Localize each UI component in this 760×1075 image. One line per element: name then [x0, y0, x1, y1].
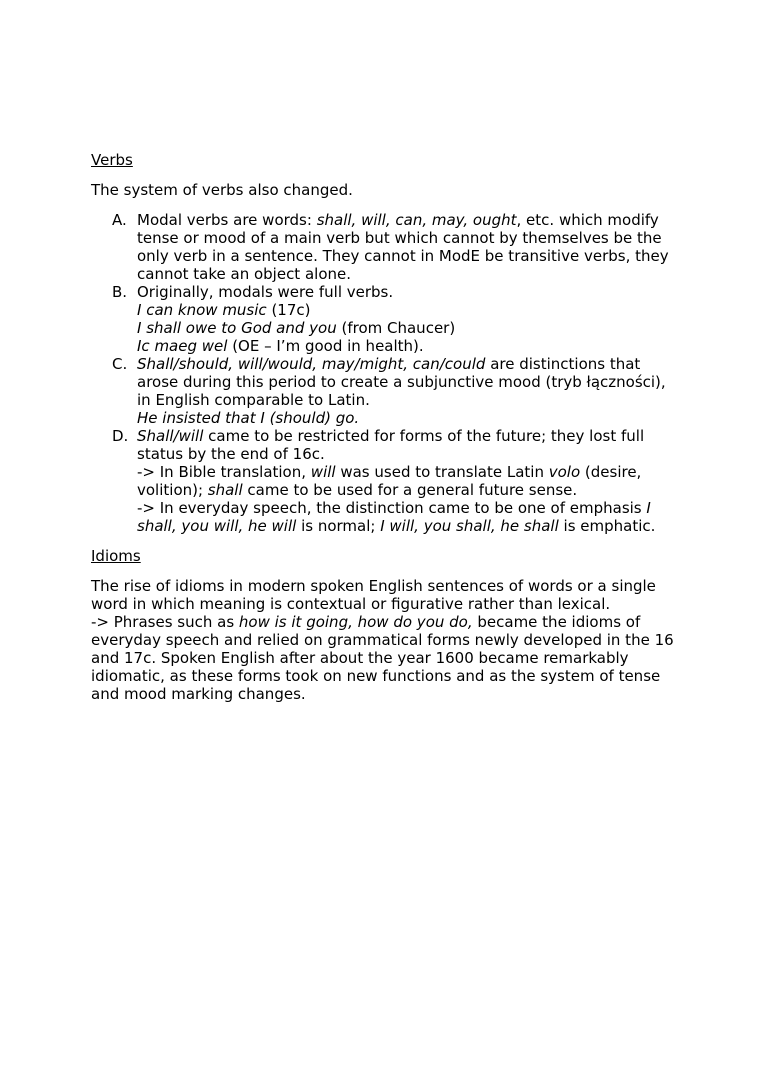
text-run: -> In Bible translation, — [137, 463, 311, 481]
italic-text: I shall, you will, he will — [137, 499, 651, 535]
text-line — [137, 301, 681, 319]
text-line — [91, 613, 681, 703]
italic-text: Shall/will — [137, 427, 204, 445]
text-line — [137, 463, 681, 499]
list-item — [91, 355, 681, 427]
text-run: , etc. which modify tense or mood of a main verb but which cannot by themselves be the only verb in a sentence. They cannot in ModE be transitive verbs, they cannot take an object alone. — [137, 211, 669, 283]
text-line — [137, 409, 681, 427]
text-line — [91, 577, 681, 613]
italic-text: I can know music — [137, 301, 267, 319]
italic-text: how is it going, how do you do, — [238, 613, 473, 631]
text-run: (OE – I’m good in health). — [227, 337, 424, 355]
list-marker: A. — [112, 211, 127, 229]
text-line — [137, 319, 681, 337]
text-run: was used to translate Latin — [335, 463, 549, 481]
idioms-heading: Idioms — [91, 547, 141, 565]
text-run: (from Chaucer) — [336, 319, 456, 337]
list-marker: C. — [112, 355, 128, 373]
italic-text: Ic maeg wel — [137, 337, 228, 355]
text-run: are distinctions that arose during this period to create a subjunctive mood (tryb łączności), in English comparable to Latin. — [137, 355, 666, 409]
verbs-list — [91, 211, 681, 535]
text-line — [137, 427, 681, 463]
italic-text: shall — [207, 481, 243, 499]
italic-text: I will, you shall, he shall — [380, 517, 559, 535]
text-run: The rise of idioms in modern spoken English sentences of words or a single word in which meaning is contextual or figurative rather than lexical. — [91, 577, 656, 613]
italic-text: I shall owe to God and you — [137, 319, 337, 337]
text-line — [137, 337, 681, 355]
text-run: Modal verbs are words: — [137, 211, 317, 229]
text-line — [137, 211, 681, 283]
list-item — [91, 427, 681, 535]
list-marker: D. — [112, 427, 129, 445]
list-item — [91, 283, 681, 355]
list-item — [91, 211, 681, 283]
text-line — [137, 355, 681, 409]
text-run: (desire, volition); — [137, 463, 642, 499]
text-run: -> In everyday speech, the distinction came to be one of emphasis — [137, 499, 647, 517]
text-run: Originally, modals were full verbs. — [137, 283, 394, 301]
verbs-heading: Verbs — [91, 151, 133, 169]
text-line — [137, 499, 681, 535]
text-line — [137, 283, 681, 301]
italic-text: He insisted that I (should) go. — [137, 409, 360, 427]
text-run: is normal; — [296, 517, 381, 535]
italic-text: will — [310, 463, 336, 481]
italic-text: volo — [548, 463, 581, 481]
text-run: came to be used for a general future sense. — [242, 481, 578, 499]
text-run: -> Phrases such as — [91, 613, 239, 631]
document-page — [91, 151, 681, 715]
text-run: (17c) — [266, 301, 311, 319]
text-run: came to be restricted for forms of the future; they lost full status by the end of 16c. — [137, 427, 645, 463]
list-marker: B. — [112, 283, 128, 301]
idioms-paragraph — [91, 577, 681, 703]
italic-text: Shall/should, will/would, may/might, can/could — [137, 355, 486, 373]
text-run: is emphatic. — [558, 517, 656, 535]
text-run: became the idioms of everyday speech and relied on grammatical forms newly developed in the 16 and 17c. Spoken English after about the year 1600 became remarkably idiomatic, as these forms took on new functions and as the system of tense and mood marking changes. — [91, 613, 674, 703]
verbs-intro: The system of verbs also changed. — [91, 181, 353, 199]
italic-text: shall, will, can, may, ought — [316, 211, 517, 229]
